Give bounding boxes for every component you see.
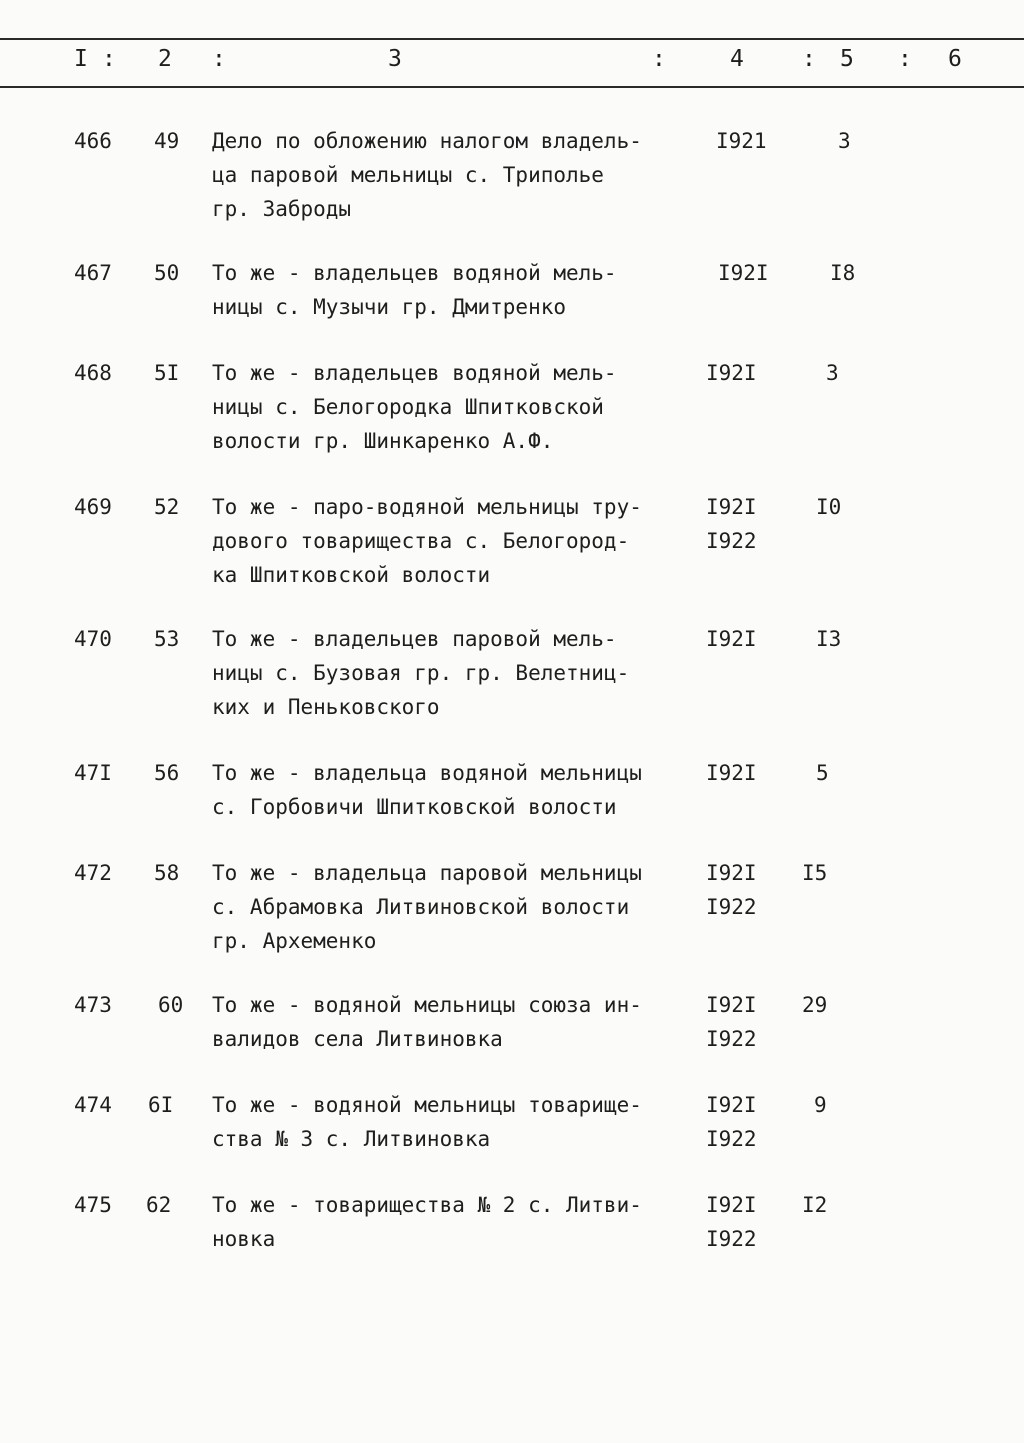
title-line: валидов села Литвиновка [212, 1027, 503, 1051]
old-number: 62 [146, 1193, 172, 1217]
sheet-count: 9 [814, 1093, 827, 1117]
header-sep2: : [212, 46, 226, 72]
sheet-count: I2 [802, 1193, 828, 1217]
header-sep3: : [652, 46, 666, 72]
row-dates [718, 256, 798, 290]
title-line: Дело по обложению налогом владель- [212, 129, 642, 153]
title-line: То же - владельцев водяной мель- [212, 261, 617, 285]
sheet-count: 29 [802, 993, 828, 1017]
row-number: 473 [74, 993, 112, 1017]
date-line: I92I [706, 361, 757, 385]
header-col2: 2 [158, 46, 172, 72]
row-number: 469 [74, 495, 112, 519]
row-number: 470 [74, 627, 112, 651]
row-number: 468 [74, 361, 112, 385]
title-line: новка [212, 1227, 276, 1251]
title-line: волости гр. Шинкаренко А.Ф. [212, 429, 554, 453]
sheet-count: I5 [802, 861, 828, 885]
header-bottom-rule [0, 86, 1024, 88]
title-line: ницы с. Белогородка Шпитковской [212, 395, 604, 419]
title-line: То же - паро-водяной мельницы тру- [212, 495, 642, 519]
row-dates [706, 856, 786, 924]
date-line: I922 [706, 529, 757, 553]
old-number: 6I [148, 1093, 174, 1117]
sheet-count: I3 [816, 627, 842, 651]
row-number: 47I [74, 761, 112, 785]
row-dates [706, 1188, 786, 1256]
header-col1: I [74, 46, 88, 72]
sheet-count: 3 [838, 129, 851, 153]
row-dates [706, 1088, 786, 1156]
date-line: I922 [706, 1227, 757, 1251]
row-title [212, 256, 702, 324]
old-number: 49 [154, 129, 180, 153]
header-top-rule [0, 38, 1024, 40]
old-number: 52 [154, 495, 180, 519]
header-col3: 3 [388, 46, 402, 72]
title-line: То же - товарищества № 2 с. Литви- [212, 1193, 642, 1217]
sheet-count: I0 [816, 495, 842, 519]
row-title [212, 756, 702, 824]
date-line: I92I [718, 261, 769, 285]
row-number: 475 [74, 1193, 112, 1217]
title-line: ства № 3 с. Литвиновка [212, 1127, 491, 1151]
row-number: 474 [74, 1093, 112, 1117]
header-col6: 6 [948, 46, 962, 72]
old-number: 5I [154, 361, 180, 385]
title-line: То же - владельца водяной мельницы [212, 761, 642, 785]
sheet-count: 3 [826, 361, 839, 385]
title-line: ких и Пеньковского [212, 695, 440, 719]
sheet-count: 5 [816, 761, 829, 785]
date-line: I922 [706, 1027, 757, 1051]
row-title [212, 1088, 702, 1156]
sheet-count: I8 [830, 261, 856, 285]
row-title [212, 356, 702, 458]
title-line: ца паровой мельницы с. Триполье [212, 163, 604, 187]
date-line: I922 [706, 895, 757, 919]
title-line: ницы с. Бузовая гр. гр. Велетниц- [212, 661, 630, 685]
row-number: 472 [74, 861, 112, 885]
old-number: 50 [154, 261, 180, 285]
title-line: ницы с. Музычи гр. Дмитренко [212, 295, 567, 319]
header-col4: 4 [730, 46, 744, 72]
date-line: I92I [706, 495, 757, 519]
title-line: То же - владельцев паровой мель- [212, 627, 617, 651]
row-title [212, 1188, 702, 1256]
date-line: I92I [706, 761, 757, 785]
date-line: I92I [706, 861, 757, 885]
title-line: гр. Заброды [212, 197, 352, 221]
row-number: 467 [74, 261, 112, 285]
header-sep1: : [102, 46, 116, 72]
title-line: с. Горбовичи Шпитковской волости [212, 795, 617, 819]
row-title [212, 622, 702, 724]
row-dates [706, 756, 786, 790]
old-number: 56 [154, 761, 180, 785]
old-number: 60 [158, 993, 184, 1017]
row-title [212, 988, 702, 1056]
date-line: I92I [706, 1193, 757, 1217]
title-line: гр. Археменко [212, 929, 377, 953]
title-line: ка Шпитковской волости [212, 563, 491, 587]
date-line: I92I [706, 1093, 757, 1117]
title-line: То же - водяной мельницы союза ин- [212, 993, 642, 1017]
header-sep5: : [898, 46, 912, 72]
row-title [212, 490, 702, 592]
header-sep4: : [802, 46, 816, 72]
row-dates [706, 490, 786, 558]
row-dates [706, 622, 786, 656]
old-number: 53 [154, 627, 180, 651]
old-number: 58 [154, 861, 180, 885]
date-line: I92I [706, 627, 757, 651]
title-line: То же - водяной мельницы товарище- [212, 1093, 642, 1117]
row-dates [716, 124, 796, 158]
title-line: с. Абрамовка Литвиновской волости [212, 895, 630, 919]
row-dates [706, 988, 786, 1056]
header-col5: 5 [840, 46, 854, 72]
date-line: I921 [716, 129, 767, 153]
title-line: То же - владельцев водяной мель- [212, 361, 617, 385]
title-line: То же - владельца паровой мельницы [212, 861, 642, 885]
date-line: I922 [706, 1127, 757, 1151]
row-number: 466 [74, 129, 112, 153]
title-line: дового товарищества с. Белогород- [212, 529, 630, 553]
date-line: I92I [706, 993, 757, 1017]
row-dates [706, 356, 786, 390]
row-title [212, 856, 702, 958]
row-title [212, 124, 702, 226]
